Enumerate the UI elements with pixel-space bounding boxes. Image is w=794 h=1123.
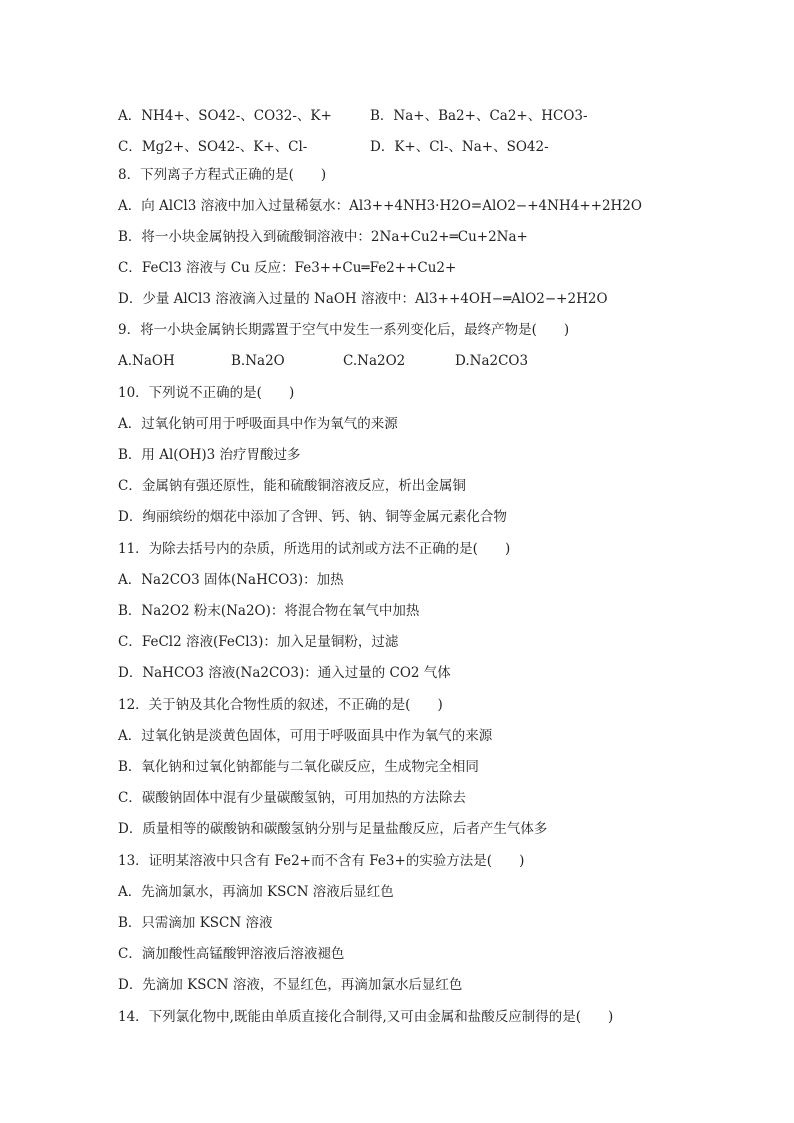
q10-stem: 10．下列说不正确的是( ) <box>118 385 295 401</box>
q12-option-c[interactable]: C．碳酸钠固体中混有少量碳酸氢钠，可用加热的方法除去 <box>118 790 466 806</box>
q10-option-b[interactable]: B．用 Al(OH)3 治疗胃酸过多 <box>118 447 301 463</box>
q8-option-d[interactable]: D．少量 AlCl3 溶液滴入过量的 NaOH 溶液中：Al3++4OH−═AlO2−+2H2O <box>118 291 608 307</box>
q11-option-a[interactable]: A．Na2CO3 固体(NaHCO3)：加热 <box>118 572 344 588</box>
q10-option-c[interactable]: C．金属钠有强还原性，能和硫酸铜溶液反应，析出金属铜 <box>118 478 466 494</box>
q13-option-c[interactable]: C．滴加酸性高锰酸钾溶液后溶液褪色 <box>118 946 345 962</box>
q8-option-c[interactable]: C．FeCl3 溶液与 Cu 反应：Fe3++Cu═Fe2++Cu2+ <box>118 260 457 276</box>
q7-option-a[interactable]: A．NH4+、SO42-、CO32-、K+ <box>118 108 332 124</box>
q11-option-b[interactable]: B．Na2O2 粉末(Na2O)：将混合物在氧气中加热 <box>118 603 420 619</box>
q11-option-d[interactable]: D．NaHCO3 溶液(Na2CO3)：通入过量的 CO2 气体 <box>118 665 451 681</box>
q9-option-b[interactable]: B.Na2O <box>231 353 285 369</box>
q12-stem: 12．关于钠及其化合物性质的叙述，不正确的是( ) <box>118 697 443 713</box>
q9-option-d[interactable]: D.Na2CO3 <box>455 353 529 369</box>
q12-option-b[interactable]: B．氧化钠和过氧化钠都能与二氧化碳反应，生成物完全相同 <box>118 759 479 775</box>
q14-stem: 14．下列氯化物中,既能由单质直接化合制得,又可由金属和盐酸反应制得的是( ) <box>118 1009 614 1025</box>
q12-option-d[interactable]: D．质量相等的碳酸钠和碳酸氢钠分别与足量盐酸反应，后者产生气体多 <box>118 821 548 837</box>
q9-option-c[interactable]: C.Na2O2 <box>343 353 406 369</box>
q9-option-a[interactable]: A.NaOH <box>118 353 175 369</box>
q8-stem: 8．下列离子方程式正确的是( ) <box>118 167 327 183</box>
q13-stem: 13．证明某溶液中只含有 Fe2+而不含有 Fe3+的实验方法是( ) <box>118 853 525 869</box>
q10-option-d[interactable]: D．绚丽缤纷的烟花中添加了含钾、钙、钠、铜等金属元素化合物 <box>118 509 507 525</box>
q13-option-a[interactable]: A．先滴加氯水，再滴加 KSCN 溶液后显红色 <box>118 884 394 900</box>
q9-stem: 9．将一小块金属钠长期露置于空气中发生一系列变化后，最终产物是( ) <box>118 322 570 338</box>
q10-option-a[interactable]: A．过氧化钠可用于呼吸面具中作为氧气的来源 <box>118 416 398 432</box>
q7-option-b[interactable]: B．Na+、Ba2+、Ca2+、HCO3- <box>370 108 588 124</box>
q8-option-b[interactable]: B．将一小块金属钠投入到硫酸铜溶液中：2Na+Cu2+═Cu+2Na+ <box>118 229 528 245</box>
q11-option-c[interactable]: C．FeCl2 溶液(FeCl3)：加入足量铜粉，过滤 <box>118 634 399 650</box>
q12-option-a[interactable]: A．过氧化钠是淡黄色固体，可用于呼吸面具中作为氧气的来源 <box>118 728 493 744</box>
q11-stem: 11．为除去括号内的杂质，所选用的试剂或方法不正确的是( ) <box>118 541 511 557</box>
q7-option-c[interactable]: C．Mg2+、SO42-、K+、Cl- <box>118 139 308 155</box>
q13-option-d[interactable]: D．先滴加 KSCN 溶液，不显红色，再滴加氯水后显红色 <box>118 977 463 993</box>
q13-option-b[interactable]: B．只需滴加 KSCN 溶液 <box>118 915 273 931</box>
q8-option-a[interactable]: A．向 AlCl3 溶液中加入过量稀氨水：Al3++4NH3·H2O=AlO2−+4NH4++2H2O <box>118 198 642 214</box>
q7-option-d[interactable]: D．K+、Cl-、Na+、SO42- <box>370 139 549 155</box>
